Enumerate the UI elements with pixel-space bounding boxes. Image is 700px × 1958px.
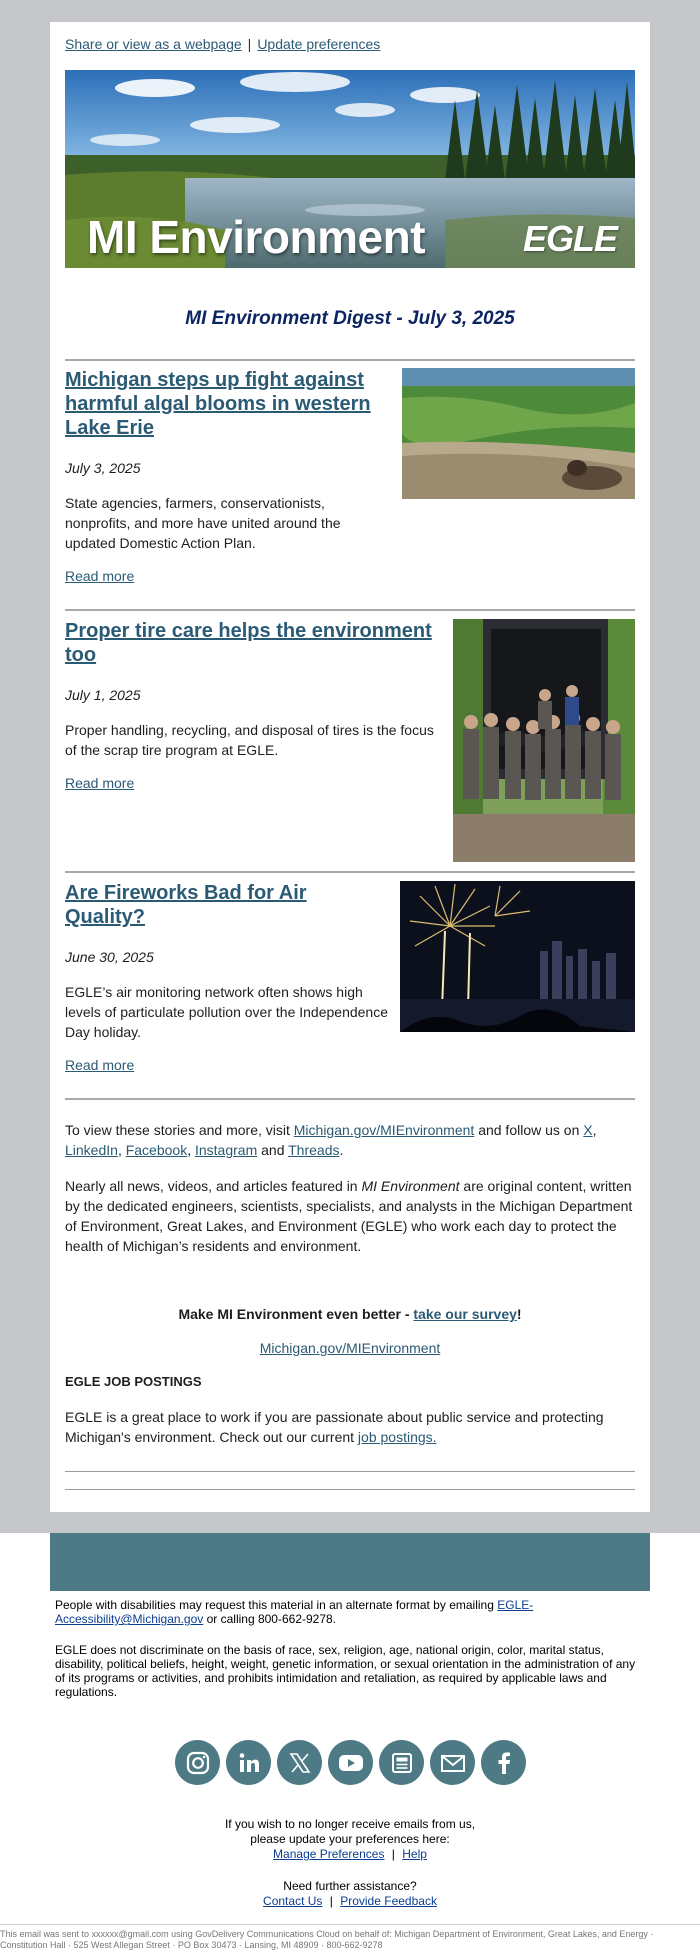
divider-2 [65,609,635,611]
follow-intro: To view these stories and more, visit [65,1122,290,1138]
instagram-icon[interactable] [175,1740,220,1785]
article-title-link[interactable]: Proper tire care helps the environment too [65,620,432,666]
contact-us-link[interactable]: Contact Us [263,1894,323,1908]
threads-link[interactable]: Threads [288,1142,340,1158]
article-summary: State agencies, farmers, conservationists, nonprofits, and more have united around the updated Domestic Action Plan. [65,495,341,551]
article-title-link[interactable]: Are Fireworks Bad for Air Quality? [65,882,307,928]
divider-1 [65,359,635,361]
follow-comma: , [592,1122,597,1138]
follow-text: and follow us on [478,1122,580,1138]
footer-pipe: | [391,1847,395,1861]
article-summary: Proper handling, recycling, and disposal of tires is the focus of the scrap tire program at EGLE. [65,722,434,758]
survey-end: ! [516,1306,522,1322]
nondiscrimination-notice: EGLE does not discriminate on the basis of race, sex, religion, age, national origin, color, marital status, disability, political beliefs, height, weight, genetic information, or sexual orientation in the administration of any of its programs or activities, and prohibits intimidation and retaliation, as required by applicable laws and regulations. [55,1643,636,1699]
divider-6 [65,1489,635,1490]
divider-4 [65,1098,635,1100]
article-date: July 3, 2025 [65,460,141,476]
unsubscribe-line-2: please update your preferences here: [250,1832,450,1846]
update-preferences-link[interactable]: Update preferences [257,36,381,52]
read-more-link[interactable]: Read more [65,568,135,584]
article-date: June 30, 2025 [65,949,154,965]
preferences-links [0,1847,700,1862]
divider-3 [65,871,635,873]
job-postings-link[interactable]: job postings. [357,1429,437,1445]
about-italic: MI Environment [361,1178,460,1194]
accessibility-notice [55,1598,645,1626]
follow-and: and [261,1142,285,1158]
article-summary: EGLE’s air monitoring network often shows high levels of particulate pollution over the Independence Day holiday. [65,984,388,1040]
article-date: July 1, 2025 [65,687,141,703]
provide-feedback-link[interactable]: Provide Feedback [340,1894,437,1908]
header-banner [65,70,635,268]
youtube-icon[interactable] [328,1740,373,1785]
facebook-link[interactable]: Facebook [125,1142,188,1158]
center-site-line [65,1338,635,1358]
linkedin-icon[interactable] [226,1740,271,1785]
assistance-text: Need further assistance? [283,1879,417,1893]
algal-bloom-image[interactable] [402,368,635,499]
digest-title: MI Environment Digest - July 3, 2025 [185,308,515,329]
banner-title: MI Environment [87,211,426,263]
top-links-separator: | [247,36,252,52]
top-links [65,36,380,52]
fireworks-image[interactable] [400,881,635,1032]
accessibility-phone: or calling 800-662-9278. [206,1612,337,1626]
survey-line [65,1304,635,1324]
accessibility-email-link[interactable]: EGLE-Accessibility@Michigan.gov [55,1598,534,1626]
footer-divider [0,1924,700,1925]
share-webpage-link[interactable]: Share or view as a webpage [65,36,242,52]
accessibility-text: People with disabilities may request this material in an alternate format by emailing [55,1598,494,1612]
survey-link[interactable]: take our survey [413,1306,517,1322]
about-paragraph [65,1176,635,1256]
facebook-icon[interactable] [481,1740,526,1785]
x-icon[interactable] [277,1740,322,1785]
social-icons [175,1740,526,1785]
article-title-link[interactable]: Michigan steps up fight against harmful algal blooms in western Lake Erie [65,369,371,439]
follow-comma: , [117,1142,122,1158]
news-icon[interactable] [379,1740,424,1785]
follow-period: . [339,1142,344,1158]
survey-text: Make MI Environment even better - [178,1306,410,1322]
sent-notice: This email was sent to xxxxxx@gmail.com using GovDelivery Communications Cloud on behalf of: Michigan Department of Environment, Great Lakes, and Energy · Constitution Hall · 525 West Allegan Street · PO Box 30473 · Lansing, MI 48909 · 800-662-9278 [0,1929,654,1950]
divider-5 [65,1471,635,1472]
jobs-paragraph [65,1407,635,1447]
unsubscribe-line-1: If you wish to no longer receive emails from us, [224,1817,476,1831]
tire-crew-image[interactable] [453,619,635,862]
mienvironment-link[interactable]: Michigan.gov/MIEnvironment [293,1122,475,1138]
follow-comma: , [187,1142,192,1158]
help-link[interactable]: Help [402,1847,427,1861]
about-after: are original content, written by the dedicated engineers, scientists, specialists, and analysts in the Michigan Department of Environment, Great Lakes, and Environment (EGLE) who work each day to protect the health of Michigan’s residents and environment. [65,1178,633,1254]
instagram-link[interactable]: Instagram [194,1142,258,1158]
about-before: Nearly all news, videos, and articles featured in [65,1178,358,1194]
contact-links [0,1894,700,1909]
jobs-text: EGLE is a great place to work if you are passionate about public service and protecting Michigan's environment. Check out our current [65,1409,604,1445]
email-icon[interactable] [430,1740,475,1785]
read-more-link[interactable]: Read more [65,775,135,791]
follow-paragraph [65,1120,635,1160]
manage-preferences-link[interactable]: Manage Preferences [273,1847,385,1861]
footer-pipe: | [329,1894,333,1908]
egle-logo: EGLE [522,218,617,259]
jobs-heading: EGLE JOB POSTINGS [65,1374,202,1389]
read-more-link[interactable]: Read more [65,1057,135,1073]
footer-band [50,1533,650,1591]
mienvironment-center-link[interactable]: Michigan.gov/MIEnvironment [259,1340,441,1356]
x-link[interactable]: X [583,1122,593,1138]
linkedin-link[interactable]: LinkedIn [65,1142,118,1158]
